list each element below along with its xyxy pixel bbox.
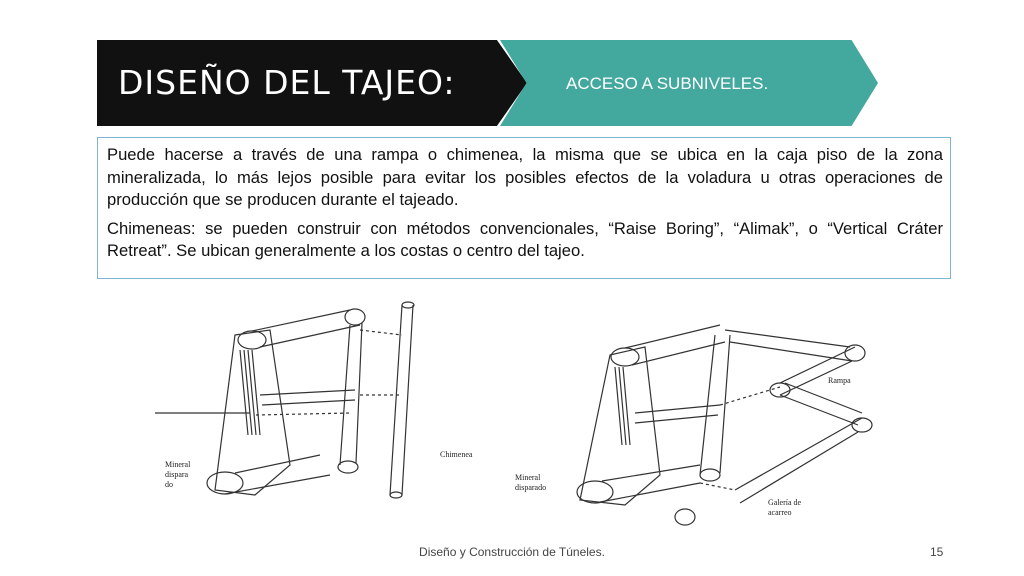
left-label-mineral-1: Mineral [165,460,191,469]
left-label-mineral-2: dispara [165,470,189,479]
left-label-chimenea: Chimenea [440,450,473,459]
right-label-mineral-1: Mineral [515,473,541,482]
right-stope-diagram [577,325,872,525]
right-label-galeria-1: Galería de [768,498,802,507]
page-number: 15 [930,545,944,559]
left-label-mineral-3: do [165,480,173,489]
right-label-rampa: Rampa [828,376,851,385]
left-stope-diagram [155,302,414,498]
footer-course: Diseño y Construcción de Túneles. [419,545,605,559]
paragraph-access: Puede hacerse a través de una rampa o chimenea, la misma que se ubica en la caja piso de la zona mineralizada, lo más lejos posible para evitar los posibles efectos de la voladura u otras operaciones de producción que se producen durante el tajeado. [107,145,943,209]
slide-subtitle: ACCESO A SUBNIVELES. [566,74,769,93]
stope-diagrams [140,295,900,535]
right-label-mineral-2: disparado [515,483,547,492]
content-textbox [97,137,951,279]
right-label-galeria-2: acarreo [768,508,792,517]
paragraph-chimeneas: Chimeneas: se pueden construir con métodos convencionales, “Raise Boring”, “Alimak”, o “Vertical Cráter Retreat”. Se ubican generalmente a los costas o centro del tajeo. [107,218,943,260]
slide-title: DISEÑO DEL TAJEO: [118,63,456,102]
